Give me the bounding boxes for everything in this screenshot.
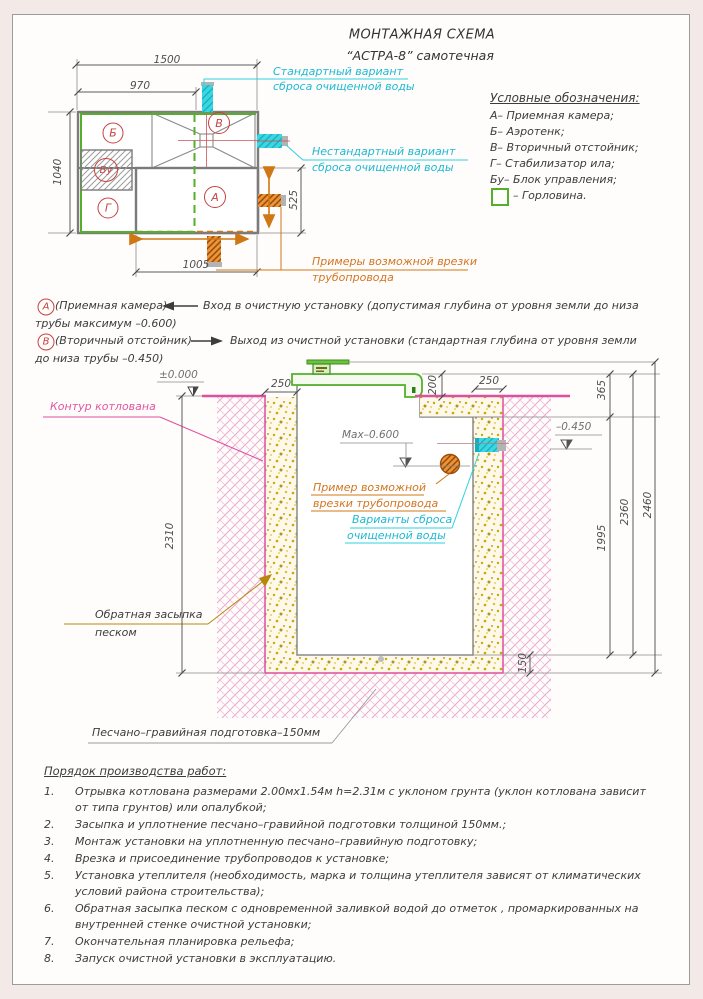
- dim-1500: 1500: [153, 53, 181, 66]
- sand-bedding-layer: [265, 655, 503, 673]
- dim-1995: 1995: [595, 524, 608, 552]
- dim-150: 150: [516, 652, 529, 674]
- mark-g: Г: [98, 198, 119, 219]
- section-discharge-1: Варианты сброса: [352, 513, 453, 526]
- dim-250-left: 250: [270, 377, 292, 390]
- note-b-name: (Вторичный отстойник): [55, 334, 192, 347]
- work-item-5: 5. Установка утеплителя (необходимость, марка и толщина утеплителя зависят от климатических условий района строительства);: [44, 869, 641, 898]
- work-item-2: 2. Засыпка и уплотнение песчано–гравийной подготовки толщиной 150мм.;: [44, 818, 507, 831]
- dim-2360: 2360: [618, 498, 631, 526]
- callout-examples-1: Примеры возможной врезки: [312, 255, 478, 268]
- dim-525: 525: [287, 189, 300, 211]
- section-pipe-example-2: врезки трубопровода: [313, 497, 439, 510]
- section-inlet-pipe: [441, 455, 460, 474]
- work-item-8: 8. Запуск очистной установки в эксплуатацию.: [44, 952, 337, 965]
- dim-2310: 2310: [163, 522, 176, 550]
- sand-right-column: [473, 417, 503, 655]
- soil-bottom: [265, 673, 503, 718]
- callout-examples-2: трубопровода: [312, 271, 394, 284]
- work-item-7: 7. Окончательная планировка рельефа;: [44, 935, 295, 948]
- vent-cap: [307, 360, 349, 374]
- mark-v: В: [208, 112, 230, 134]
- dim-250-right: 250: [478, 374, 500, 387]
- work-item-4: 4. Врезка и присоединение трубопроводов к установке;: [44, 852, 390, 865]
- section-pipe-example-1: Пример возможной: [313, 481, 427, 494]
- dim-1005: 1005: [182, 258, 210, 271]
- work-item-3: 3. Монтаж установки на уплотненную песчано–гравийную подготовку;: [44, 835, 478, 848]
- callout-nonstandard-1: Нестандартный вариант: [312, 145, 456, 158]
- legend-neck-icon: [491, 188, 509, 206]
- bedding-label: Песчано–гравийная подготовка–150мм: [92, 726, 321, 739]
- note-a-text1: Вход в очистную установку (допустимая глубина от уровня земли до низа: [203, 299, 639, 312]
- sand-left-column: [265, 397, 297, 655]
- work-order-list: [44, 764, 662, 968]
- mark-bu: Бу: [94, 158, 118, 182]
- work-item-6: 6. Обратная засыпка песком с одновременной заливкой водой до отметок , промаркированных на внутренней стенке очистной установки;: [44, 902, 639, 931]
- legend-item-g: Г– Стабилизатор ила;: [490, 157, 615, 170]
- backfill-label-2: песком: [95, 626, 137, 639]
- elev-max: Max–0.600: [342, 429, 400, 441]
- mark-a: А: [204, 186, 226, 208]
- note-a-text2: трубы максимум –0.600): [35, 317, 177, 330]
- dim-365: 365: [595, 379, 608, 401]
- legend-item-bu: Бу– Блок управления;: [490, 173, 617, 186]
- drawing-title: МОНТАЖНАЯ СХЕМА: [348, 27, 496, 43]
- note-a-mark: А: [38, 299, 55, 316]
- legend-item-a: А– Приемная камера;: [490, 109, 614, 122]
- elev-zero: ±0.000: [159, 369, 198, 381]
- legend-neck-label: – Горловина.: [513, 189, 587, 202]
- drawing-subtitle: “АСТРА-8” самотечная: [346, 47, 494, 63]
- section-discharge-pipe: [475, 438, 506, 452]
- note-b-text2: до низа трубы –0.450): [35, 352, 164, 365]
- legend-item-b: Б– Аэротенк;: [490, 125, 565, 138]
- callout-standard-1: Стандартный вариант: [273, 65, 403, 78]
- callout-standard-2: сброса очищенной воды: [273, 80, 415, 93]
- legend-title: Условные обозначения:: [490, 91, 640, 105]
- section-discharge-2: очищенной воды: [347, 529, 446, 542]
- dim-200: 200: [426, 374, 439, 396]
- note-b-text1: Выход из очистной установки (стандартная глубина от уровня земли: [230, 334, 637, 347]
- sand-shoulder: [420, 397, 503, 417]
- work-order-title: Порядок производства работ:: [44, 764, 227, 778]
- section-view: [43, 359, 662, 744]
- note-a-name: (Приемная камера): [55, 299, 168, 312]
- note-b-mark: В: [38, 334, 55, 351]
- pit-contour-label: Контур котлована: [50, 400, 156, 413]
- work-item-1: 1. Отрывка котлована размерами 2.00мх1.54м h=2.31м с уклоном грунта (уклон котлована зависит от типа грунтов) или опалубкой;: [44, 785, 646, 814]
- plan-nonstandard-outlet-pipe: [257, 134, 290, 148]
- backfill-label-1: Обратная засыпка: [95, 608, 203, 621]
- plan-standard-outlet-pipe: [201, 82, 214, 112]
- dim-2460: 2460: [641, 491, 654, 519]
- dim-970: 970: [129, 79, 151, 92]
- legend-item-v: В– Вторичный отстойник;: [490, 141, 639, 154]
- elev-450: –0.450: [556, 421, 592, 433]
- plan-inlet-pipe-right: [258, 194, 286, 207]
- mark-b: Б: [103, 123, 124, 144]
- callout-nonstandard-2: сброса очищенной воды: [312, 161, 454, 174]
- dim-1040: 1040: [51, 158, 64, 186]
